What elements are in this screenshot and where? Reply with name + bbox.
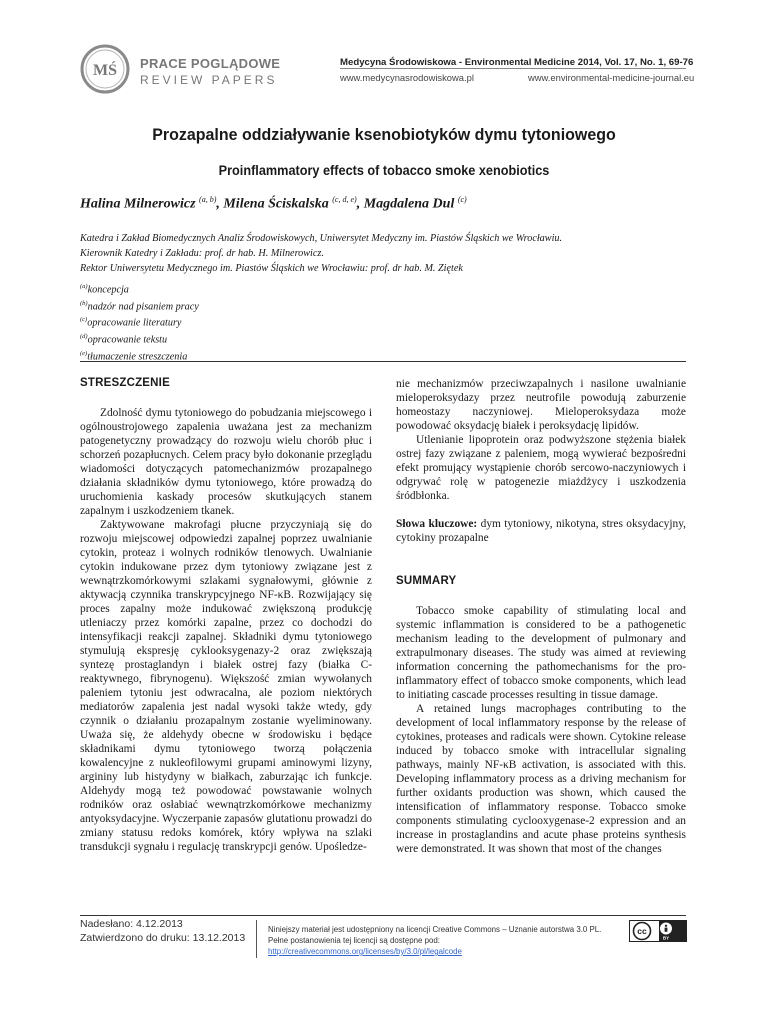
role-mark: (c) xyxy=(80,316,88,324)
streszczenie-heading: STRESZCZENIE xyxy=(80,377,170,389)
role-mark: (a) xyxy=(80,283,88,290)
role-item xyxy=(80,297,199,314)
role-item xyxy=(80,280,199,297)
journal-logo xyxy=(80,44,130,94)
abstract-paragraph: Zaktywowane makrofagi płucne przyczyniają się do rozwoju miejscowej odpowiedzi zapalnej poprzez uwalnianie cytokin, proteaz i wolnych rodników tlenowych. Uwalnianie cytokin indukowane przez dym tytoniowy związane jest z wewnątrzkomórkowymi szlakami sygnałowymi, głównie z aktywacją czynnika transkrypcyjnego NF-κB. Rozwijający się proces zapalny może indukować zwiększoną produkcję utleniaczy przez komórki zapalne, przez co dochodzi do intensyfikacji reakcji zapalnej. Składniki dymu tytoniowego stymulują ekspresję cyklooksygenazy-2 oraz zwiększają syntezę prostaglandyn i białek ostrej fazy (białka C-reaktywnego, fibrynogenu). Większość zmian wywołanych paleniem tytoniu jest odwracalna, ale poziom niektórych mediatorów zapalenia jest nadal wysoki także wtedy, gdy czynnik o działaniu prozapalnym zostanie wyeliminowany. Uważa się, że aldehydy obecne w środowisku i będące składnikami dymu tytoniowego tworzą połączenia kowalencyjne z nukleofilowymi grupami aminowymi lizyny, argininy lub histydyny w białkach, zaburzając ich funkcje. Aldehydy mogą też powodować powstawanie wolnych rodników oraz osłabiać wewnątrzkomórkowe mechanizmy antyoksydacyjne. Wyczerpanie zapasów glutationu prowadzi do zmiany statusu redoks komórek, który wpływa na szlaki transdukcji sygnału i regulację transkrypcji genów. Upośledze- xyxy=(80,519,372,853)
license-text: Niniejszy materiał jest udostępniony na licencji Creative Commons – Uznanie autorstwa 3.0 PL. Pełne postanowienia tej licencji są dostępne pod: xyxy=(268,925,602,945)
role-item xyxy=(80,330,199,347)
footer-vertical-divider xyxy=(256,920,257,958)
author-name: Magdalena Dul xyxy=(363,196,455,212)
article-title-pl: Prozapalne oddziaływanie ksenobiotyków dymu tytoniowego xyxy=(152,125,616,144)
summary-paragraph: Tobacco smoke capability of stimulating local and systemic inflammation is considered to be a pathogenetic mechanism leading to the development of pulmonary and extrapulmonary diseases. The study was aimed at reviewing information concerning the pathomechanisms for the pro-inflammatory effect of tobacco smoke components, which lead to initiating cascade processes resulting in tissue damage. xyxy=(396,605,686,701)
affiliation-block xyxy=(80,231,686,276)
accepted-date: Zatwierdzono do druku: 13.12.2013 xyxy=(80,932,246,944)
keywords-pl xyxy=(396,517,686,545)
section-label-pl: PRACE POGLĄDOWE xyxy=(140,56,281,71)
role-mark: (d) xyxy=(80,333,88,341)
affiliation-line: Katedra i Zakład Biomedycznych Analiz Środowiskowych, Uniwersytet Medyczny im. Piastów Śląskich we Wrocławiu. xyxy=(80,233,563,244)
cc-icon-label: cc xyxy=(637,926,647,937)
article-title-en: Proinflammatory effects of tobacco smoke xenobiotics xyxy=(218,163,550,178)
streszczenie-body xyxy=(80,406,372,854)
affiliation-line: Rektor Uniwersytetu Medycznego im. Piastów Śląskich we Wrocławiu: prof. dr hab. M. Ziętek xyxy=(80,263,463,274)
author-name: Halina Milnerowicz xyxy=(80,196,196,212)
role-text: nadzór nad pisaniem pracy xyxy=(87,301,199,313)
journal-url-en[interactable]: www.environmental-medicine-journal.eu xyxy=(528,72,695,83)
role-text: koncepcja xyxy=(87,284,129,296)
section-divider xyxy=(80,361,686,362)
role-mark: (b) xyxy=(80,299,88,307)
author-list xyxy=(80,195,467,213)
keywords-text: dym tytoniowy, nikotyna, stres oksydacyjny, cytokiny prozapalne xyxy=(396,518,686,544)
license-notice xyxy=(268,924,620,957)
footer-divider xyxy=(80,915,686,916)
author-affiliation-mark: (a, b) xyxy=(199,195,217,204)
affiliation-line: Kierownik Katedry i Zakładu: prof. dr hab. H. Milnerowicz. xyxy=(80,248,324,259)
keywords-label: Słowa kluczowe: xyxy=(396,518,478,530)
role-item xyxy=(80,313,199,330)
received-date: Nadesłano: 4.12.2013 xyxy=(80,918,183,930)
summary-body xyxy=(396,604,686,856)
section-label-en: REVIEW PAPERS xyxy=(140,73,278,87)
summary-paragraph: A retained lungs macrophages contributing to the development of local inflammatory response by the release of cytokines, proteases and radicals were shown. Cytokine release induced by tobacco smoke with intracellular signaling pathways, mainly NF-κB activation, is associated with this. Developing inflammatory process as a driving mechanism for further oxidants production was shown, which caused the intensification of inflammatory response. Tobacco smoke components stimulating cyclooxygenase-2 expression and an increase in prostaglandins and acute phase proteins synthesis were demonstrated. It was shown that most of the changes xyxy=(396,703,686,855)
role-mark: (e) xyxy=(80,349,88,357)
role-text: opracowanie literatury xyxy=(87,317,182,329)
author-affiliation-mark: (c, d, e) xyxy=(332,195,357,204)
author-roles xyxy=(80,280,199,363)
author-separator: , xyxy=(216,196,224,212)
summary-heading: SUMMARY xyxy=(396,575,457,587)
header-divider xyxy=(340,68,686,69)
cc-by-license-icon[interactable] xyxy=(629,920,687,942)
author-name: Milena Ściskalska xyxy=(223,196,329,212)
journal-citation: Medycyna Środowiskowa - Environmental Medicine 2014, Vol. 17, No. 1, 69-76 xyxy=(340,57,694,68)
license-link[interactable]: http://creativecommons.org/licenses/by/3.0/pl/legalcode xyxy=(268,947,462,956)
role-text: tłumaczenie streszczenia xyxy=(87,351,188,363)
abstract-paragraph: nie mechanizmów przeciwzapalnych i nasilone uwalnianie mieloperoksydazy przez neutrofile powodują zaburzenie homeostazy naczyniowej. Mieloperoksydaza może powodować oksydację białek i peroksydację lipidów. xyxy=(396,378,686,432)
abstract-paragraph: Zdolność dymu tytoniowego do pobudzania miejscowego i ogólnoustrojowego zapalenia uważana jest za mechanizm patogenetyczny prowadzący do rozwoju wielu chorób płuc i schorzeń pozapłucnych. Celem pracy było dokonanie przeglądu wiadomości dotyczących patomechanizmów prozapalnego działania składników dymu tytoniowego, które prowadzą do uruchomienia kaskady procesów skutkujących stanem zapalnym i uszkodzeniem tkanek. xyxy=(80,407,372,517)
author-separator: , xyxy=(356,196,364,212)
by-icon-label: BY xyxy=(662,935,670,941)
streszczenie-continued xyxy=(396,377,686,503)
journal-url-pl[interactable]: www.medycynasrodowiskowa.pl xyxy=(340,72,474,83)
role-text: opracowanie tekstu xyxy=(87,334,168,346)
abstract-paragraph: Utlenianie lipoprotein oraz podwyższone stężenia białek ostrej fazy związane z paleniem, mogą wywierać bezpośredni efekt promujący wystąpienie chorób sercowo-naczyniowych i odgrywać rolę w patogenezie miażdżycy i uszkodzenia śródbłonka. xyxy=(396,434,686,502)
author-affiliation-mark: (c) xyxy=(457,195,467,204)
logo-letters: MŚ xyxy=(93,62,117,79)
